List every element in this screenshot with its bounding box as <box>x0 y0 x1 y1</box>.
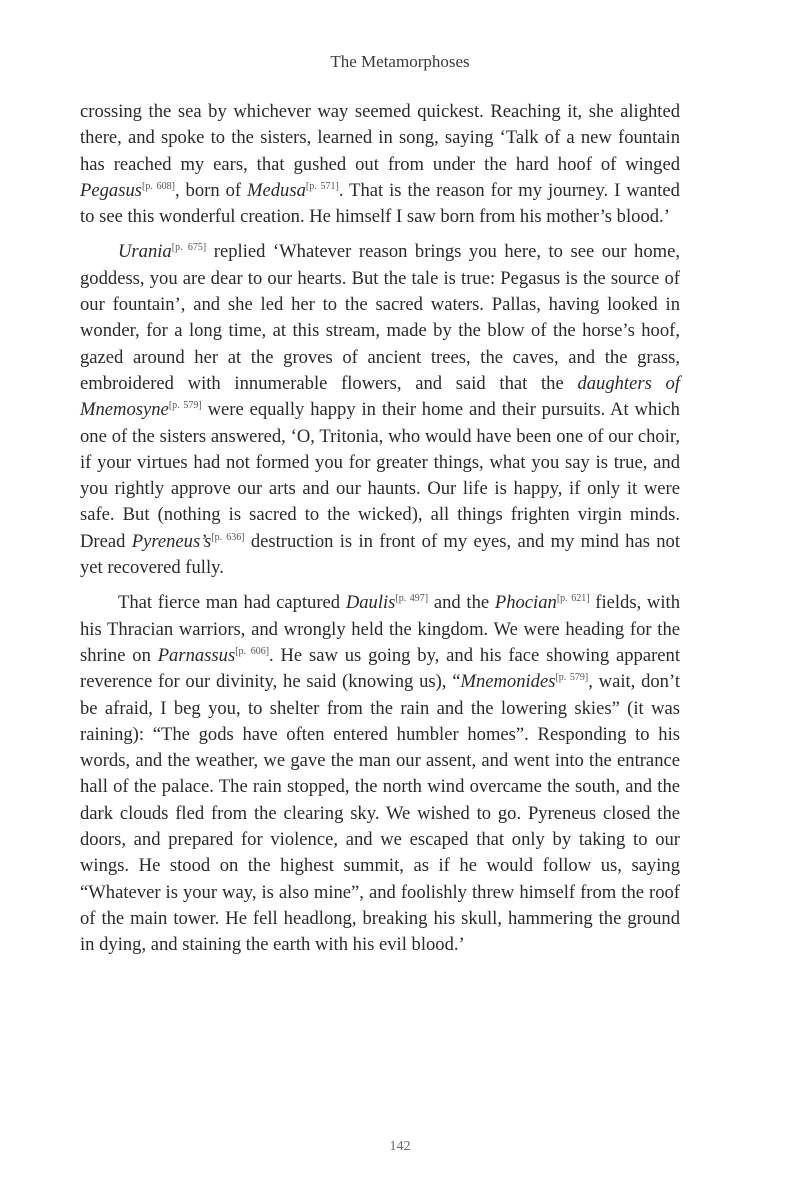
text-run: . He saw us going by, and his face showing apparent reverence for our divinity, he said (knowing us), “ <box>80 644 680 693</box>
name-daughters-of-mnemosyne: daughters of Mnemosyne <box>80 372 680 421</box>
text-run: replied ‘Whatever reason brings you here, to see our home, goddess, you are dear to our hearts. But the tale is true: Pegasus is the source of our fountain’, and she led her to the sacred waters. Pallas, having looked in wonder, for a long time, at this stream, made by the blow of the horse’s hoof, gazed around her at the groves of ancient trees, the caves, and the grass, embroidered with innumerable flowers, and said that the <box>80 241 680 394</box>
page-reference-link[interactable]: [p. 497] <box>395 593 429 605</box>
page-reference-link[interactable]: [p. 606] <box>235 645 270 657</box>
page-number: 142 <box>389 1139 411 1154</box>
text-run: and the <box>428 592 495 614</box>
page-reference-link[interactable]: [p. 621] <box>556 593 590 605</box>
page-reference-link[interactable]: [p. 579] <box>555 672 589 684</box>
name-pyreneus: Pyreneus’s <box>131 530 212 552</box>
text-run: , wait, don’t be afraid, I beg you, to shelter from the rain and the lowering skies” (it was raining): “The gods have often entered humbler homes”. Responding to his words, and the weather, we gave the man our assent, and went into the entrance hall of the palace. The rain stopped, the north wind overcame the south, and the dark clouds fled from the clearing sky. We wished to go. Pyreneus closed the doors, and prepared for violence, and we escaped that only by taking to our wings. He stood on the highest summit, as if he would follow us, saying “Whatever is your way, is also mine”, and foolishly threw himself from the roof of the main tower. He fell headlong, breaking his skull, hammering the ground in dying, and staining the earth with his evil blood.’ <box>80 671 680 956</box>
paragraph-1 <box>80 99 680 230</box>
body-text <box>80 99 680 968</box>
name-parnassus: Parnassus <box>157 644 236 666</box>
text-run: crossing the sea by whichever way seemed quickest. Reaching it, she alighted there, and spoke to the sisters, learned in song, saying ‘Talk of a new fountain has reached my ears, that gushed out from under the hard hoof of winged <box>80 101 680 175</box>
name-medusa: Medusa <box>247 179 306 201</box>
text-run: . That is the reason for my journey. I wanted to see this wonderful creation. He himself I saw born from his mother’s blood.’ <box>80 179 680 228</box>
page-reference-link[interactable]: [p. 675] <box>171 242 207 254</box>
running-header: The Metamorphoses <box>330 52 470 71</box>
text-run: That fierce man had captured <box>118 592 346 614</box>
name-phocian: Phocian <box>494 592 557 614</box>
page-reference-link[interactable]: [p. 579] <box>168 400 202 412</box>
name-mnemonides: Mnemonides <box>460 671 556 693</box>
text-run: were equally happy in their home and their pursuits. At which one of the sisters answered, ‘O, Tritonia, who would have been one of our choir, if your virtues had not formed you for greater things, what you say is true, and you rightly approve our arts and our haunts. Our life is happy, if only it were safe. But (nothing is sacred to the wicked), all things frighten virgin minds. Dread <box>80 399 680 552</box>
name-urania: Urania <box>118 241 172 263</box>
page-reference-link[interactable]: [p. 608] <box>141 180 175 192</box>
paragraph-3 <box>80 590 680 958</box>
text-run: destruction is in front of my eyes, and my mind has not yet recovered fully. <box>80 530 680 579</box>
page-reference-link[interactable]: [p. 636] <box>211 531 245 543</box>
text-run: , born of <box>174 179 248 201</box>
name-pegasus: Pegasus <box>80 179 142 201</box>
name-daulis: Daulis <box>345 592 396 614</box>
page-reference-link[interactable]: [p. 571] <box>305 180 339 192</box>
paragraph-2 <box>80 239 680 581</box>
text-run: fields, with his Thracian warriors, and wrongly held the kingdom. We were heading for the shrine on <box>80 592 680 666</box>
